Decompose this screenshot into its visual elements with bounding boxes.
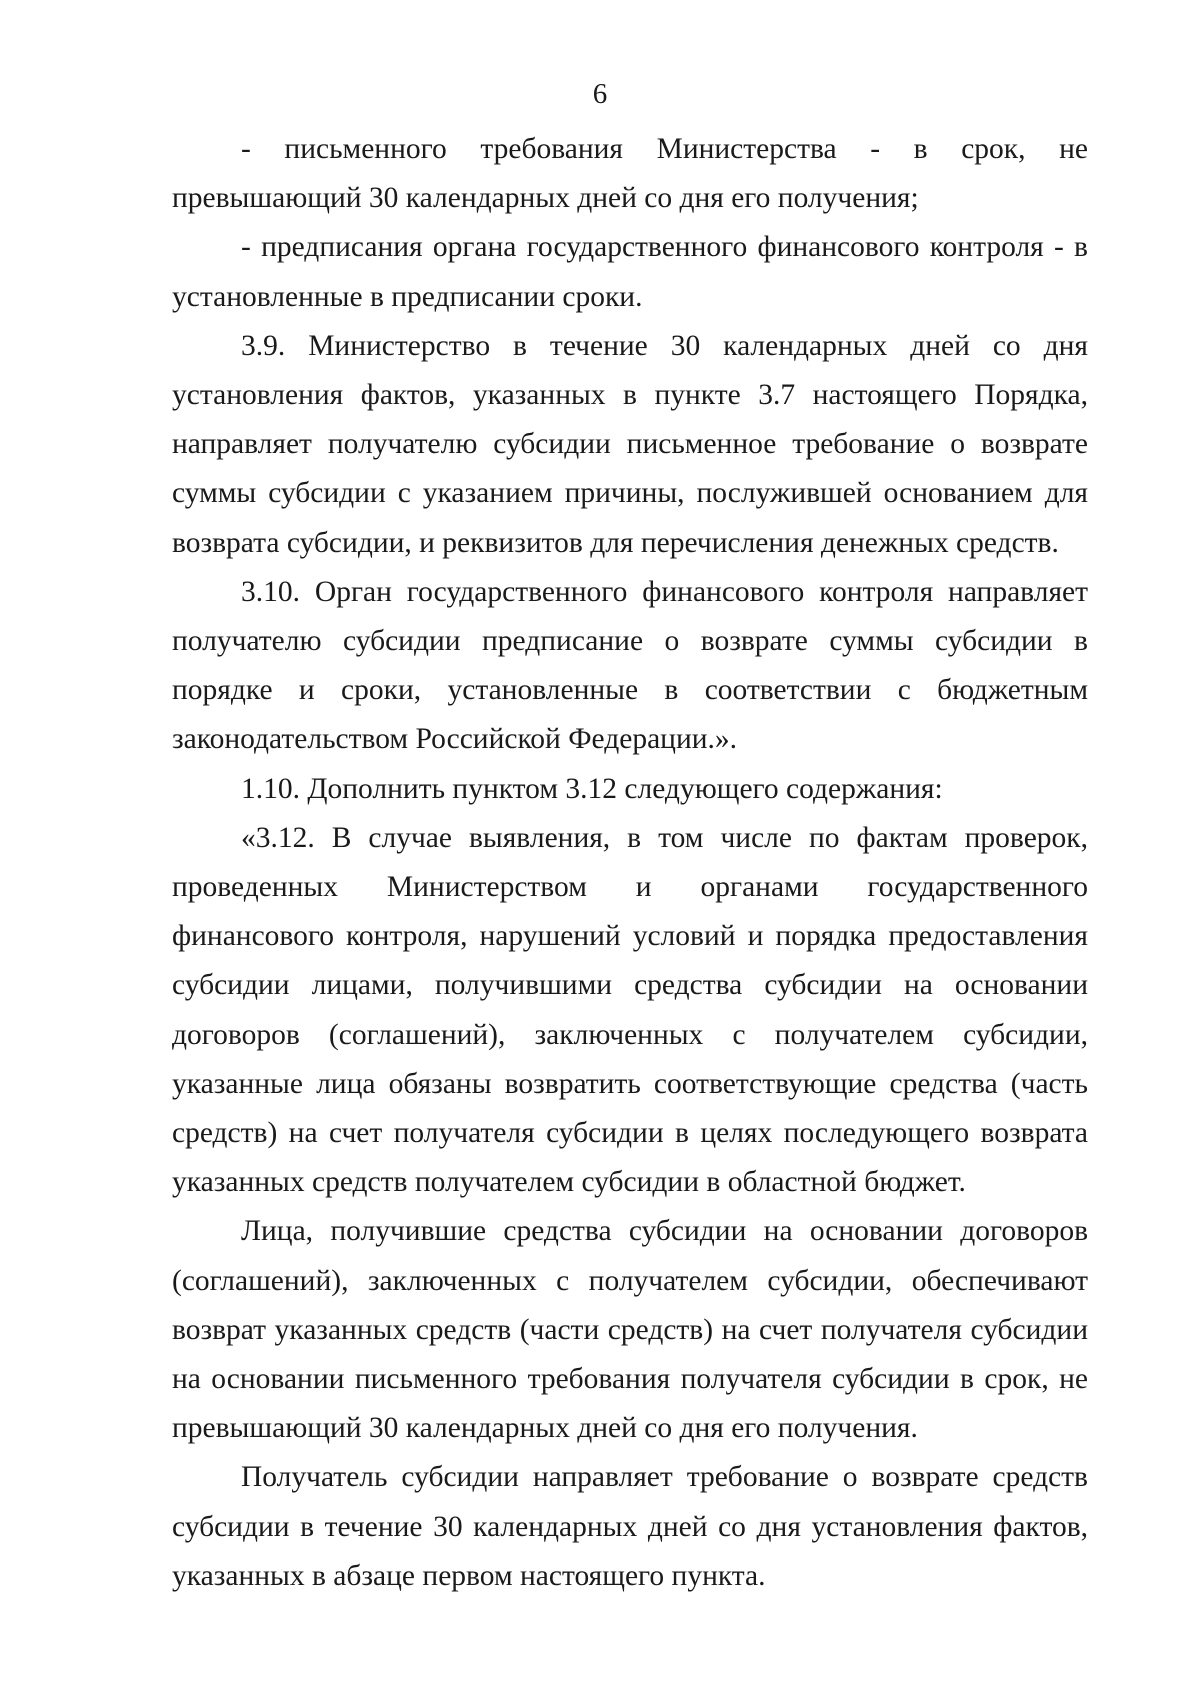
paragraph-recipients-return: Лица, получившие средства субсидии на основании договоров (соглашений), заключенных с получателем субсидии, обеспечивают возврат указанных средств (части средств) на счет получателя субсидии на основании письменного требования получателя субсидии в срок, не превышающий 30 календарных дней со дня его получения.	[172, 1215, 1088, 1445]
paragraph-control-order-deadline: - предписания органа государственного финансового контроля - в установленные в предписании сроки.	[172, 231, 1088, 313]
document-body	[172, 125, 1088, 1601]
paragraph-clause-3-12: «3.12. В случае выявления, в том числе по фактам проверок, проведенных Министерством и органами государственного финансового контроля, нарушений условий и порядка предоставления субсидии лицами, получившими средства субсидии на основании договоров (соглашений), заключенных с получателем субсидии, указанные лица обязаны возвратить соответствующие средства (часть средств) на счет получателя субсидии в целях последующего возврата указанных средств получателем субсидии в областной бюджет.	[172, 821, 1088, 1199]
paragraph-clause-3-9: 3.9. Министерство в течение 30 календарных дней со дня установления фактов, указанных в пункте 3.7 настоящего Порядка, направляет получателю субсидии письменное требование о возврате суммы субсидии с указанием причины, послужившей основанием для возврата субсидии, и реквизитов для перечисления денежных средств.	[172, 329, 1088, 559]
paragraph-amendment-1-10: 1.10. Дополнить пунктом 3.12 следующего содержания:	[241, 772, 943, 805]
page-number: 6	[592, 78, 608, 110]
paragraph-recipient-demand: Получатель субсидии направляет требование о возврате средств субсидии в течение 30 календарных дней со дня установления фактов, указанных в абзаце первом настоящего пункта.	[172, 1461, 1088, 1592]
paragraph-clause-3-10: 3.10. Орган государственного финансового контроля направляет получателю субсидии предписание о возврате суммы субсидии в порядке и сроки, установленные в соответствии с бюджетным законодательством Российской Федерации.».	[172, 575, 1088, 756]
paragraph-written-demand-deadline: - письменного требования Министерства - в срок, не превышающий 30 календарных дней со дня его получения;	[172, 133, 1088, 215]
